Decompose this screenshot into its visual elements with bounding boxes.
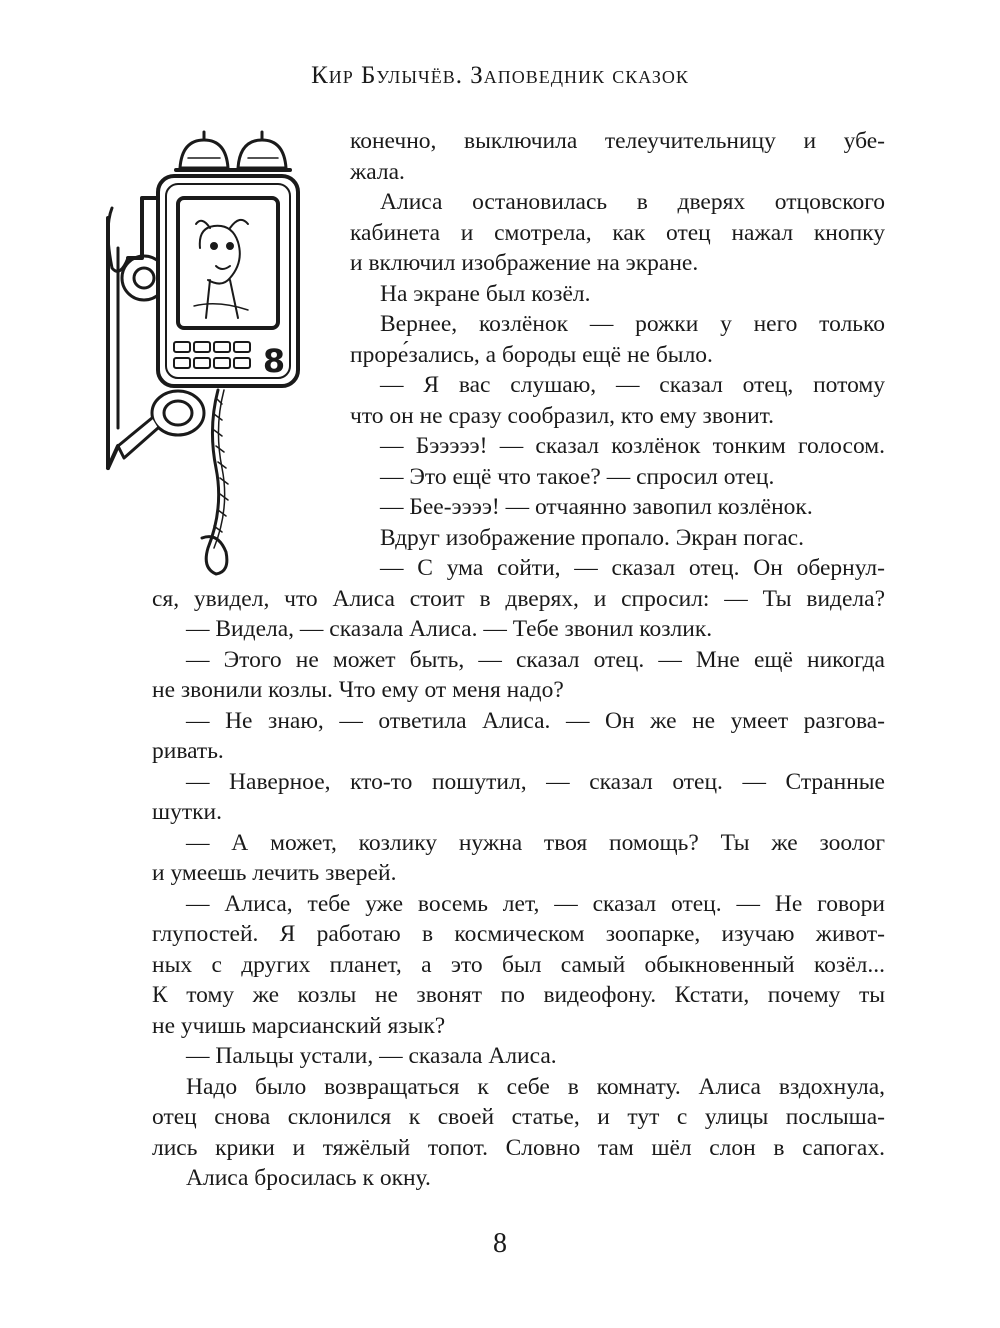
text-line: — А может, козлику нужна твоя помощь? Ты же зоолог (186, 830, 885, 856)
text-line: К тому же козлы не звонят по видеофону. Кстати, почему ты (152, 982, 885, 1008)
text-line: не звонили козлы. Что ему от меня надо? (152, 677, 564, 703)
text-line: — Видела, — сказала Алиса. — Тебе звонил козлик. (186, 616, 713, 642)
text-line: жала. (350, 159, 405, 185)
text-line: — Я вас слушаю, — сказал отец, потому (380, 372, 885, 398)
text-line: — Бэээээ! — сказал козлёнок тонким голосом. (380, 433, 885, 459)
text-line: — Этого не может быть, — сказал отец. — Мне ещё никогда (186, 647, 885, 673)
screen-digit: 8 (262, 342, 286, 380)
text-line: — Это ещё что такое? — спросил отец. (380, 464, 775, 490)
text-line: и умеешь лечить зверей. (152, 860, 397, 886)
text-line: — Алиса, тебе уже восемь лет, — сказал отец. — Не говори (186, 891, 885, 917)
text-line: кабинета и смотрела, как отец нажал кнопку (350, 220, 885, 246)
text-line: лись крики и тяжёлый топот. Словно там шёл слон в сапогах. (152, 1135, 885, 1161)
text-line: — Пальцы устали, — сказала Алиса. (186, 1043, 557, 1069)
videophone-illustration (98, 128, 318, 583)
text-line: Вдруг изображение пропало. Экран погас. (380, 525, 804, 551)
running-head: Кир Булычёв. Заповедник сказок (311, 62, 689, 89)
text-line: ных с других планет, а это был самый обыкновенный козёл... (152, 952, 885, 978)
text-line: глупостей. Я работаю в космическом зоопарке, изучаю живот- (152, 921, 885, 947)
text-line: ривать. (152, 738, 224, 764)
text-line: конечно, выключила телеучительницу и убе- (350, 128, 885, 154)
text-line: ся, увидел, что Алиса стоит в дверях, и спросил: — Ты видела? (152, 586, 885, 612)
text-line: На экране был козёл. (380, 281, 591, 307)
text-line: шутки. (152, 799, 222, 825)
text-line: — Бее-ээээ! — отчаянно завопил козлёнок. (380, 494, 813, 520)
text-line: — Наверное, кто-то пошутил, — сказал отец. — Странные (186, 769, 885, 795)
text-line: — С ума сойти, — сказал отец. Он обернул- (380, 555, 885, 581)
page-number: 8 (493, 1228, 507, 1259)
text-line: проре́зались, а бороды ещё не было. (350, 342, 713, 368)
text-line: что он не сразу сообразил, кто ему звонит. (350, 403, 775, 429)
text-line: Алиса остановилась в дверях отцовского (380, 189, 885, 215)
text-line: Вернее, козлёнок — рожки у него только (380, 311, 885, 337)
text-line: и включил изображение на экране. (350, 250, 699, 276)
text-line: не учишь марсианский язык? (152, 1013, 446, 1039)
text-line: Алиса бросилась к окну. (186, 1165, 431, 1191)
text-line: — Не знаю, — ответила Алиса. — Он же не умеет разгова- (186, 708, 885, 734)
text-line: отец снова склонился к своей статье, и тут с улицы послыша- (152, 1104, 885, 1130)
text-line: Надо было возвращаться к себе в комнату. Алиса вздохнула, (186, 1074, 885, 1100)
